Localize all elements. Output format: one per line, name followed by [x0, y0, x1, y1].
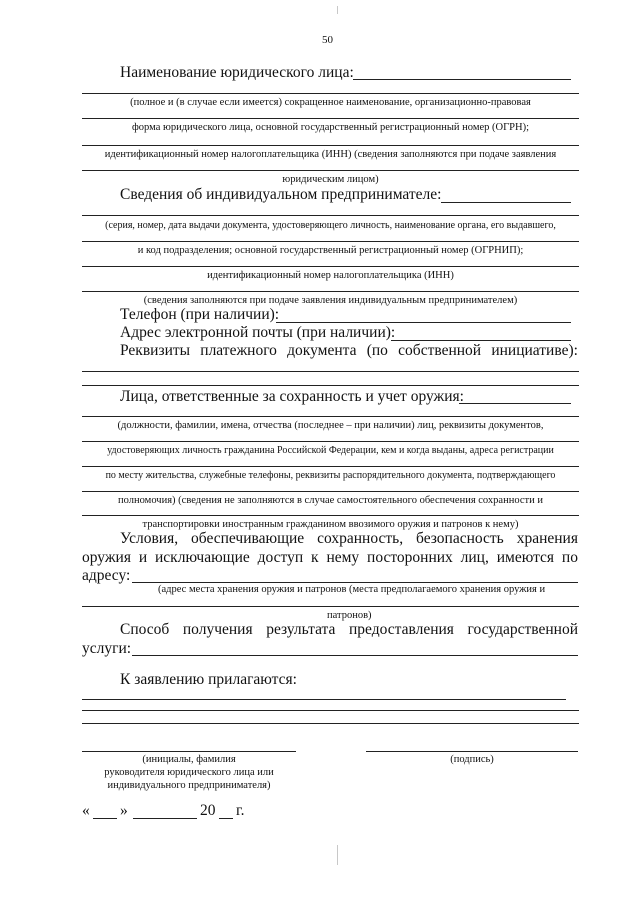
attachments-field-line[interactable] [82, 710, 579, 711]
date-close-quote: » [120, 802, 128, 819]
address-label: адресу: [82, 567, 131, 584]
conditions-word: безопасность [416, 530, 504, 547]
date-open-quote: « [82, 802, 90, 819]
conditions-word: сохранность, [317, 530, 404, 547]
conditions-word: хранения [516, 530, 578, 547]
payment-word: документа [287, 342, 357, 359]
entrepreneur-hint: идентификационный номер налогоплательщика (ИНН) [207, 270, 454, 281]
scan-mark [337, 6, 338, 14]
responsible-field-line[interactable] [82, 441, 579, 442]
entrepreneur-field[interactable] [441, 202, 571, 203]
conditions-word: имеются [496, 549, 555, 566]
method-word: результата [266, 621, 336, 638]
legal-entity-field-line[interactable] [82, 170, 579, 171]
scan-mark [337, 845, 338, 865]
email-label: Адрес электронной почты (при наличии): [120, 324, 396, 341]
responsible-hint: полномочия) (сведения не заполняются в случае самостоятельного обеспечения сохранности и [118, 495, 543, 506]
legal-entity-field-line[interactable] [82, 118, 579, 119]
name-signature-hint: руководителя юридического лица или [104, 767, 274, 778]
address-field[interactable] [132, 582, 578, 583]
legal-entity-field-line[interactable] [82, 93, 579, 94]
conditions-word: обеспечивающие [191, 530, 305, 547]
entrepreneur-hint: (серия, номер, дата выдачи документа, удостоверяющего личность, наименование органа, его выдавшего, [105, 220, 556, 231]
entrepreneur-hint: и код подразделения; основной государственный регистрационный номер (ОГРНИП); [137, 245, 524, 256]
attachments-field-line[interactable] [82, 723, 579, 724]
phone-label: Телефон (при наличии): [120, 306, 280, 323]
responsible-hint: (должности, фамилии, имена, отчества (последнее – при наличии) лиц, реквизиты документов, [117, 420, 544, 431]
method-word: Способ [120, 621, 170, 638]
conditions-word: доступ [257, 549, 304, 566]
entrepreneur-hint: (сведения заполняются при подаче заявления индивидуальным предпринимателем) [143, 295, 518, 306]
entrepreneur-label: Сведения об индивидуальном предпринимателе: [120, 186, 442, 203]
payment-field-line[interactable] [82, 385, 579, 386]
payment-word: инициативе): [491, 342, 578, 359]
date-year-field[interactable] [219, 818, 233, 819]
method-word: предоставления [349, 621, 454, 638]
method-label: услуги: [82, 640, 132, 657]
address-hint: патронов) [327, 610, 372, 621]
responsible-field-line[interactable] [82, 416, 579, 417]
conditions-word: Условия, [120, 530, 179, 547]
name-signature-line[interactable] [82, 751, 296, 752]
payment-word: (по [366, 342, 388, 359]
entrepreneur-field-line[interactable] [82, 241, 579, 242]
entrepreneur-field-line[interactable] [82, 291, 579, 292]
legal-entity-hint: (полное и (в случае если имеется) сокращенное наименование, организационно-правовая [130, 97, 531, 108]
entrepreneur-field-line[interactable] [82, 215, 579, 216]
method-field[interactable] [132, 655, 578, 656]
responsible-field-line[interactable] [82, 466, 579, 467]
conditions-word: к [311, 549, 319, 566]
responsible-hint: транспортировки иностранным гражданином ввозимого оружия и патронов к нему) [142, 519, 519, 530]
legal-entity-hint: идентификационный номер налогоплательщика (ИНН) (сведения заполняются при подаче заявления [104, 149, 557, 160]
legal-entity-field[interactable] [353, 79, 571, 80]
conditions-word: нему [326, 549, 360, 566]
payment-word: Реквизиты [120, 342, 191, 359]
legal-entity-hint: юридическим лицом) [282, 174, 379, 185]
payment-word: собственной [398, 342, 482, 359]
legal-entity-label: Наименование юридического лица: [120, 64, 354, 81]
page-number: 50 [322, 34, 333, 46]
conditions-word: и [138, 549, 148, 566]
date-month-field[interactable] [133, 818, 197, 819]
conditions-word: лиц, [460, 549, 489, 566]
email-field[interactable] [391, 340, 571, 341]
conditions-line-1 [120, 530, 578, 548]
responsible-hint: удостоверяющих личность гражданина Российской Федерации, кем и когда выданы, адреса регистрации [107, 445, 554, 456]
conditions-line-2 [82, 549, 578, 567]
conditions-word: посторонних [367, 549, 453, 566]
conditions-word: исключающие [155, 549, 250, 566]
payment-word: платежного [200, 342, 277, 359]
attachments-field-line[interactable] [82, 699, 566, 700]
date-year-suffix: г. [236, 802, 245, 819]
address-hint: (адрес места хранения оружия и патронов (места предполагаемого хранения оружия и [158, 584, 546, 595]
signature-line[interactable] [366, 751, 578, 752]
date-year-prefix: 20 [200, 802, 216, 819]
name-signature-hint: индивидуального предпринимателя) [107, 780, 271, 791]
payment-field-line[interactable] [82, 371, 579, 372]
attachments-label: К заявлению прилагаются: [120, 671, 297, 688]
responsible-field[interactable] [459, 403, 571, 404]
date-day-field[interactable] [93, 818, 117, 819]
method-word: государственной [467, 621, 578, 638]
responsible-hint: по месту жительства, служебные телефоны, реквизиты распорядительного документа, подтверждающего [105, 470, 556, 481]
responsible-field-line[interactable] [82, 515, 579, 516]
payment-label [120, 342, 578, 360]
responsible-label: Лица, ответственные за сохранность и учет оружия: [120, 388, 464, 405]
legal-entity-field-line[interactable] [82, 145, 579, 146]
phone-field[interactable] [276, 322, 571, 323]
method-line-1 [120, 621, 578, 639]
signature-hint: (подпись) [450, 754, 494, 765]
legal-entity-hint: форма юридического лица, основной государственный регистрационный номер (ОГРН); [131, 122, 530, 133]
responsible-field-line[interactable] [82, 491, 579, 492]
conditions-word: оружия [82, 549, 131, 566]
conditions-word: по [561, 549, 578, 566]
name-signature-hint: (инициалы, фамилия [142, 754, 236, 765]
entrepreneur-field-line[interactable] [82, 266, 579, 267]
method-word: получения [182, 621, 253, 638]
address-field-line[interactable] [82, 606, 579, 607]
